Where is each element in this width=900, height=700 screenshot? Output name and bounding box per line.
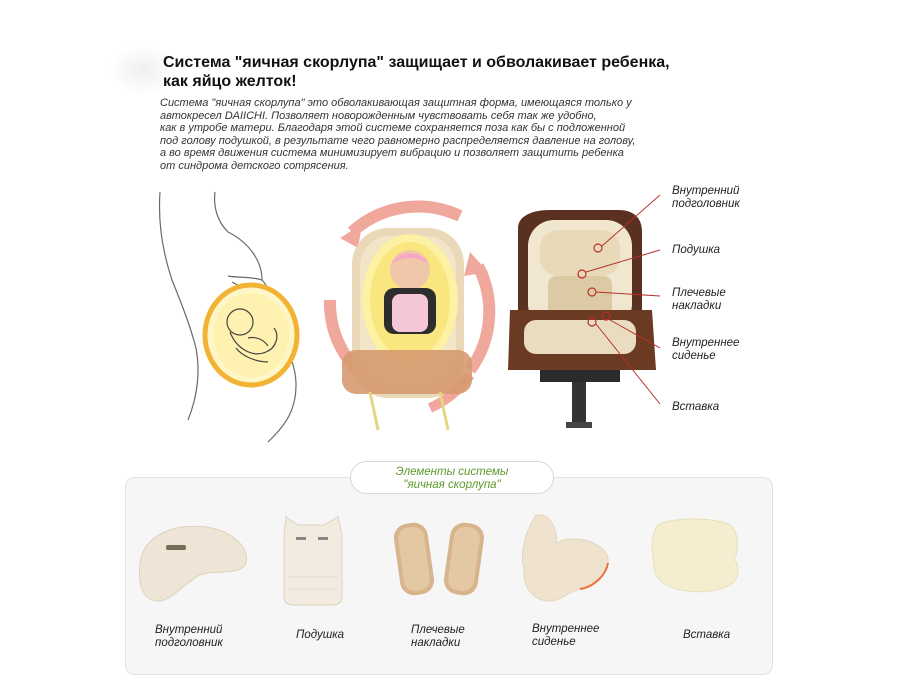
callout-text: Внутреннее bbox=[672, 337, 740, 349]
panel-title-line-1: Элементы системы bbox=[395, 466, 509, 478]
description-line: от синдрома детского сотрясения. bbox=[160, 159, 349, 172]
item-label-text: Подушка bbox=[296, 629, 345, 641]
car-seat-illustration bbox=[508, 195, 660, 428]
item-label-inner-seat bbox=[532, 623, 599, 649]
seat-with-baby-illustration bbox=[330, 207, 489, 430]
callout-text: подголовник bbox=[672, 198, 740, 210]
item-label-shoulder-pads bbox=[411, 624, 465, 650]
description-line: под голову подушкой, в результате чего равномерно распределяется давление на голову, bbox=[160, 134, 636, 147]
item-label-text: Внутренний bbox=[155, 624, 223, 636]
callout-text: Плечевые bbox=[672, 287, 726, 299]
callout-inner-headrest bbox=[672, 185, 740, 211]
callout-text: Вставка bbox=[672, 401, 720, 413]
panel-title-line-2: "яичная скорлупа" bbox=[403, 479, 501, 491]
womb-egg-illustration bbox=[205, 285, 297, 385]
headrest-pad-icon bbox=[130, 505, 260, 615]
illustrations bbox=[0, 180, 900, 450]
shoulder-pads-icon bbox=[385, 505, 515, 615]
callout-text: сиденье bbox=[672, 350, 716, 362]
item-label-insert bbox=[683, 629, 730, 642]
item-label-text: Внутреннее bbox=[532, 623, 600, 635]
page-title-line-2: как яйцо желток! bbox=[163, 73, 297, 90]
item-label-text: сиденье bbox=[532, 636, 576, 648]
callout-shoulder-pads bbox=[672, 287, 726, 313]
panel-title bbox=[350, 461, 554, 494]
insert-pad-icon bbox=[640, 505, 770, 615]
item-label-text: накладки bbox=[411, 637, 461, 649]
callout-pillow bbox=[672, 244, 720, 257]
description-line: автокресел DAIICHI. Позволяет новорожденным чувствовать себя так же удобно, bbox=[160, 109, 597, 122]
callout-text: Внутренний bbox=[672, 185, 740, 197]
callout-insert bbox=[672, 401, 719, 414]
page-title-line-1: Система "яичная скорлупа" защищает и обволакивает ребенка, bbox=[163, 54, 670, 71]
item-label-pillow bbox=[296, 629, 344, 642]
description-line: как в утробе матери. Благодаря этой системе сохраняется поза как бы с подложенной bbox=[160, 122, 626, 135]
item-label-text: Плечевые bbox=[411, 624, 465, 636]
item-label-text: Вставка bbox=[683, 629, 731, 641]
description bbox=[160, 97, 720, 173]
callout-text: накладки bbox=[672, 300, 722, 312]
pillow-pad-icon bbox=[268, 505, 398, 615]
item-label-text: подголовник bbox=[155, 637, 223, 649]
inner-seat-icon bbox=[510, 505, 640, 615]
callout-inner-seat bbox=[672, 337, 739, 363]
description-line: а во время движения система минимизирует вибрацию и позволяет защитить ребенка bbox=[160, 147, 624, 160]
page-title bbox=[163, 53, 763, 91]
callout-text: Подушка bbox=[672, 244, 721, 256]
item-label-inner-headrest bbox=[155, 624, 223, 650]
description-line: Система "яичная скорлупа" это обволакивающая защитная форма, имеющаяся только у bbox=[160, 97, 632, 109]
